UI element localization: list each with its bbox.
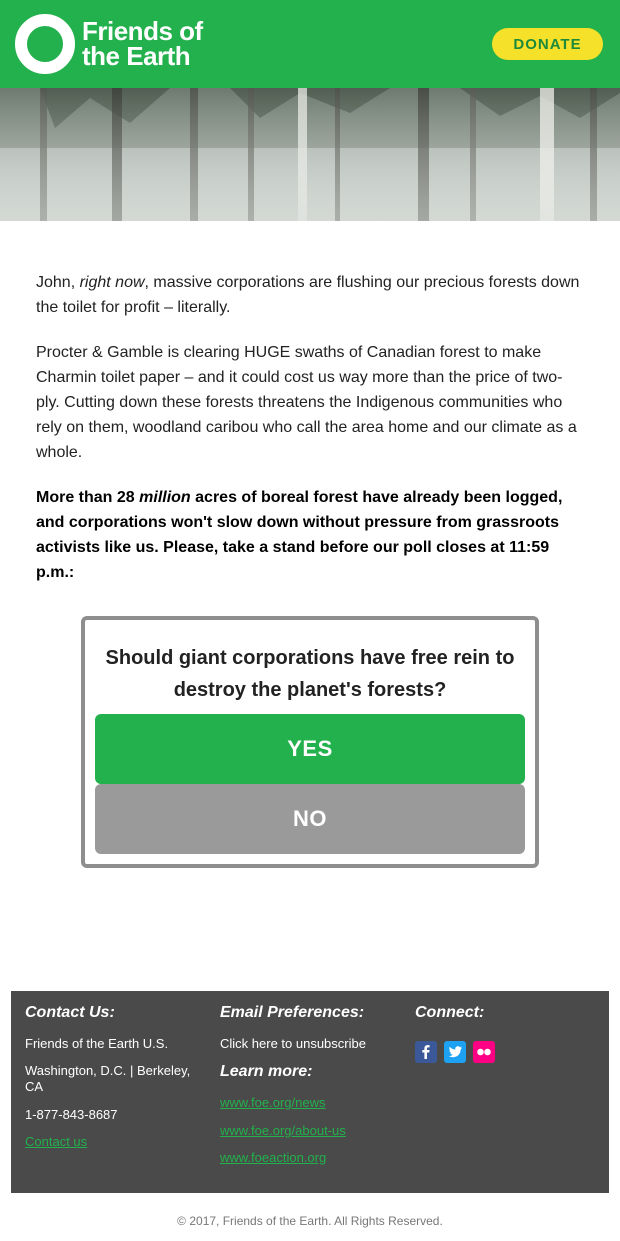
forest-illustration — [0, 88, 620, 221]
news-link[interactable]: www.foe.org/news — [220, 1095, 326, 1110]
social-links — [415, 1041, 595, 1063]
yes-button[interactable]: YES — [95, 714, 525, 784]
flickr-icon[interactable] — [473, 1041, 495, 1063]
footer-connect-column — [415, 1005, 595, 1063]
learn-more-heading: Learn more: — [220, 1063, 313, 1080]
no-button[interactable]: NO — [95, 784, 525, 854]
email-body — [36, 270, 584, 605]
office-locations: Washington, D.C. | Berkeley, CA — [25, 1063, 191, 1094]
header-bar — [0, 0, 620, 88]
logo-line-2: the Earth — [82, 41, 191, 71]
paragraph-intro: John, right now, massive corporations are flushing our precious forests down the toilet for profit – literally. — [36, 274, 580, 316]
contact-us-link[interactable]: Contact us — [25, 1134, 88, 1149]
twitter-icon[interactable] — [444, 1041, 466, 1063]
about-us-link[interactable]: www.foe.org/about-us — [220, 1123, 346, 1138]
logo-line-1: Friends of — [82, 16, 203, 46]
footer-preferences-column — [220, 1005, 400, 1166]
friends-of-the-earth-logo[interactable] — [15, 14, 203, 74]
forest-hero-image — [0, 88, 620, 221]
facebook-icon[interactable] — [415, 1041, 437, 1063]
footer — [11, 991, 609, 1193]
unsubscribe-link[interactable]: Click here to unsubscribe — [220, 1036, 366, 1051]
org-name: Friends of the Earth U.S. — [25, 1036, 169, 1051]
contact-heading: Contact Us: — [25, 1004, 115, 1021]
donate-button[interactable]: DONATE — [492, 28, 603, 60]
footer-contact-column — [25, 1005, 205, 1150]
connect-heading: Connect: — [415, 1004, 485, 1021]
email-preferences-heading: Email Preferences: — [220, 1004, 365, 1021]
poll-box — [81, 616, 539, 868]
paragraph-call-to-action: More than 28 million acres of boreal forest have already been logged, and corporations won't slow down without pressure from grassroots activists like us. Please, take a stand before our poll closes at 11:59 p.m.: — [36, 489, 563, 581]
foeaction-link[interactable]: www.foeaction.org — [220, 1150, 327, 1165]
poll-question: Should giant corporations have free rein to destroy the planet's forests? — [105, 647, 515, 701]
copyright-notice: © 2017, Friends of the Earth. All Rights Reserved. — [177, 1214, 443, 1228]
paragraph-procter-gamble: Procter & Gamble is clearing HUGE swaths of Canadian forest to make Charmin toilet paper – and it could cost us way more than the price of two-ply. Cutting down these forests threatens the Indigenous communities who rely on them, woodland caribou who call the area home and our climate as a whole. — [36, 344, 577, 461]
phone-number: 1-877-843-8687 — [25, 1107, 118, 1122]
logo-ring-icon — [15, 14, 75, 74]
